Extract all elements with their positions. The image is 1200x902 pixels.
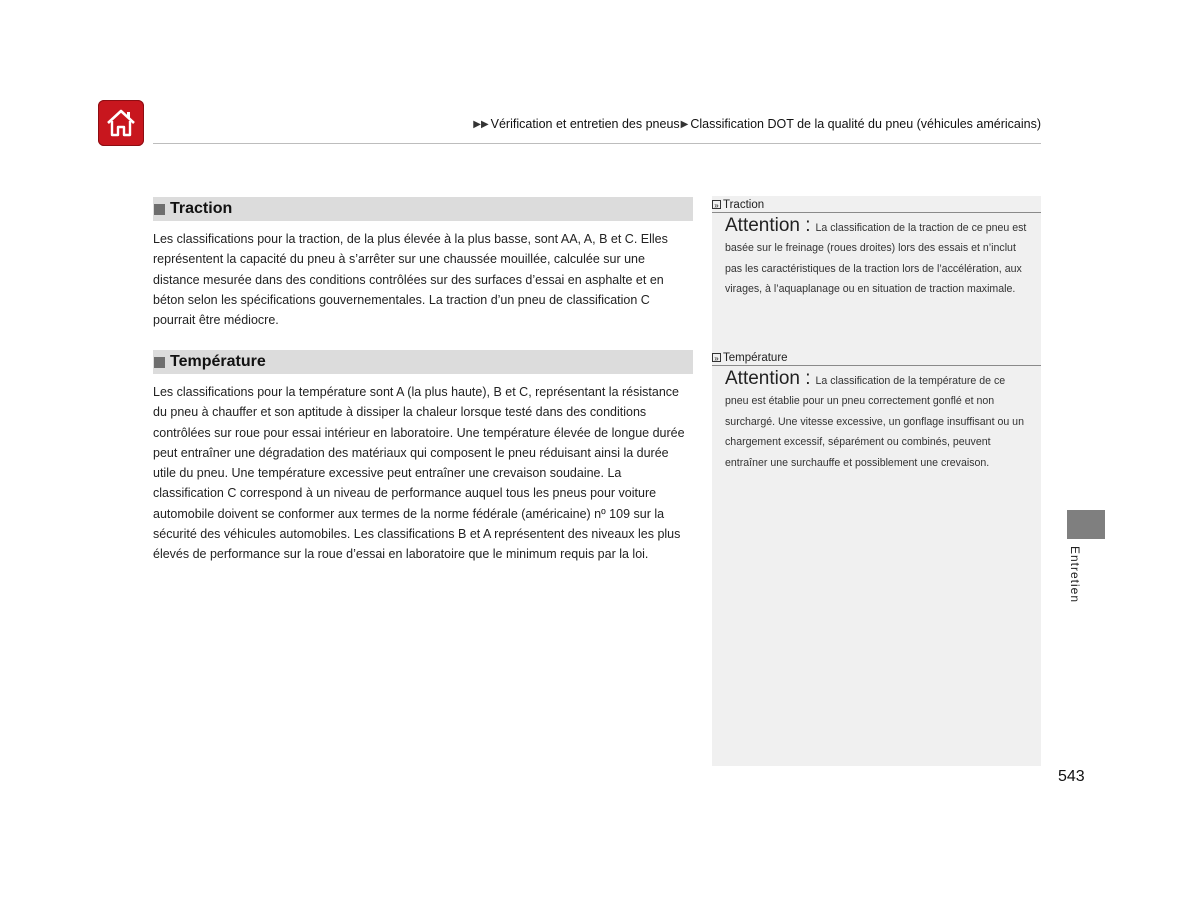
note-temperature	[712, 349, 1041, 473]
page-number: 543	[1058, 768, 1085, 785]
home-button[interactable]	[98, 100, 144, 146]
breadcrumb	[473, 117, 1041, 131]
reference-arrow-icon: »	[712, 353, 721, 362]
note-heading-label: Température	[723, 351, 788, 364]
note-traction	[712, 196, 1041, 300]
section-title: Traction	[170, 200, 233, 217]
breadcrumb-item-dot-classification[interactable]: Classification DOT de la qualité du pneu (véhicules américains)	[690, 117, 1041, 131]
note-text: La classification de la traction de ce pneu est basée sur le freinage (roues droites) lors des essais et n’inclut pas les caractéristiques de la traction lors de l’accélération, aux virages, à l’aquaplanage ou en situation de traction maximale.	[725, 222, 1027, 296]
note-heading-label: Traction	[723, 198, 765, 211]
chapter-tab[interactable]	[1067, 510, 1105, 539]
note-caution-label: Attention :	[725, 368, 811, 389]
section-heading	[153, 350, 693, 374]
note-heading	[712, 196, 1041, 213]
note-heading	[712, 349, 1041, 366]
breadcrumb-item-tire-check[interactable]: Vérification et entretien des pneus	[490, 117, 680, 131]
chapter-label: Entretien	[1068, 546, 1082, 604]
section-body: Les classifications pour la traction, de la plus élevée à la plus basse, sont AA, A, B et C. Elles représentent la capacité du pneu à s’arrêter sur une chaussée mouillée, calculée sur une distance mesurée dans des conditions contrôlées sur des surfaces d’essai en asphalte et en béton selon les spécifications gouvernementales. La traction d’un pneu de classification C pourrait être médiocre.	[153, 232, 668, 328]
section-traction	[153, 197, 693, 330]
heading-square-icon	[154, 204, 165, 215]
note-body	[712, 366, 1041, 473]
section-title: Température	[170, 353, 266, 370]
breadcrumb-arrow-icon: ▶▶	[473, 118, 489, 130]
note-caution-label: Attention :	[725, 215, 811, 236]
note-text: La classification de la température de ce pneu est établie pour un pneu correctement gonflé et non surchargé. Une vitesse excessive, un gonflage insuffisant ou un chargement excessif, séparément ou combinés, peuvent entraîner une surchauffe et possiblement une crevaison.	[725, 375, 1024, 469]
header-divider	[153, 143, 1041, 144]
home-icon	[104, 107, 138, 139]
note-body	[712, 213, 1041, 300]
section-temperature	[153, 350, 693, 565]
section-body: Les classifications pour la température sont A (la plus haute), B et C, représentant la résistance du pneu à chauffer et son aptitude à dissiper la chaleur lorsque testé dans des conditions contrôlées sur roue pour essai intérieur en laboratoire. Une température élevée de longue durée peut entraîner une dégradation des matériaux qui composent le pneu réduisant ainsi la durée utile du pneu. Une température excessive peut entraîner une crevaison soudaine. La classification C correspond à un niveau de performance auquel tous les pneus pour voiture automobile doivent se conformer aux termes de la norme fédérale (américaine) nº 109 sur la sécurité des véhicules automobiles. Les classifications B et A représentent des niveaux les plus élevés de performance sur la roue d’essai en laboratoire que le minimum requis par la loi.	[153, 385, 685, 562]
breadcrumb-arrow-icon: ▶	[680, 118, 689, 130]
heading-square-icon	[154, 357, 165, 368]
side-notes	[712, 196, 1041, 766]
section-heading	[153, 197, 693, 221]
reference-arrow-icon: »	[712, 200, 721, 209]
